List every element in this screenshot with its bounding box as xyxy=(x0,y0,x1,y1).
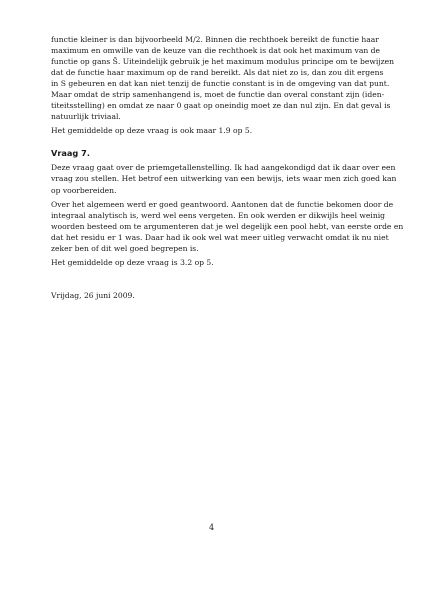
text-line: natuurlijk triviaal. xyxy=(51,112,121,122)
text-line: functie kleiner is dan bijvoorbeeld M/2. Binnen die rechthoek bereikt de functie haar xyxy=(51,35,379,44)
average-score-q6: Het gemiddelde op deze vraag is ook maar 1.9 op 5. xyxy=(51,126,253,136)
intro-paragraph xyxy=(51,34,394,122)
text-line: Maar omdat de strip samenhangend is, moet de functie dan overal constant zijn (iden- xyxy=(51,90,385,100)
text-line: titeitsstelling) en omdat ze naar 0 gaat op oneindig moet ze dan nul zijn. En dat geval is xyxy=(51,101,391,111)
question-heading: Vraag 7. xyxy=(51,148,90,159)
question7-paragraph-1 xyxy=(51,162,397,195)
text-line: op voorbereiden. xyxy=(51,185,117,195)
text-line: zeker ben of dit wel goed begrepen is. xyxy=(51,243,199,253)
text-line: integraal analytisch is, werd wel eens vergeten. En ook werden er dikwijls heel weinig xyxy=(51,210,386,220)
text-line: dat het residu er 1 was. Daar had ik ook wel wat meer uitleg verwacht omdat ik nu niet xyxy=(51,232,389,242)
text-line: woorden besteed om te argumenteren dat je wel degelijk een pool hebt, van eerste orde en xyxy=(51,221,404,231)
date-line: Vrijdag, 26 juni 2009. xyxy=(51,290,135,300)
text-line: Over het algemeen werd er goed geantwoord. Aantonen dat de functie bekomen door de xyxy=(51,199,394,209)
average-score-q7: Het gemiddelde op deze vraag is 3.2 op 5. xyxy=(51,257,214,267)
text-line: in S gebeuren en dat kan niet tenzij de functie constant is in de omgeving van dat punt. xyxy=(51,79,390,89)
page-number: 4 xyxy=(208,523,215,532)
question7-paragraph-2 xyxy=(51,199,404,254)
text-line: maximum en omwille van de keuze van die rechthoek is dat ook het maximum van de xyxy=(51,46,381,56)
text-line: functie op gans S̄. Uiteindelijk gebruik je het maximum modulus principe om te bewijzen xyxy=(51,57,394,67)
document-body xyxy=(51,34,404,301)
text-line: vraag zou stellen. Het betrof een uitwerking van een bewijs, iets waar men zich goed kan xyxy=(51,174,397,184)
text-line: Deze vraag gaat over de priemgetallenstelling. Ik had aangekondigd dat ik daar over een xyxy=(51,163,396,173)
text-line: dat de functie haar maximum op de rand bereikt. Als dat niet zo is, dan zou dit ergens xyxy=(51,68,384,78)
